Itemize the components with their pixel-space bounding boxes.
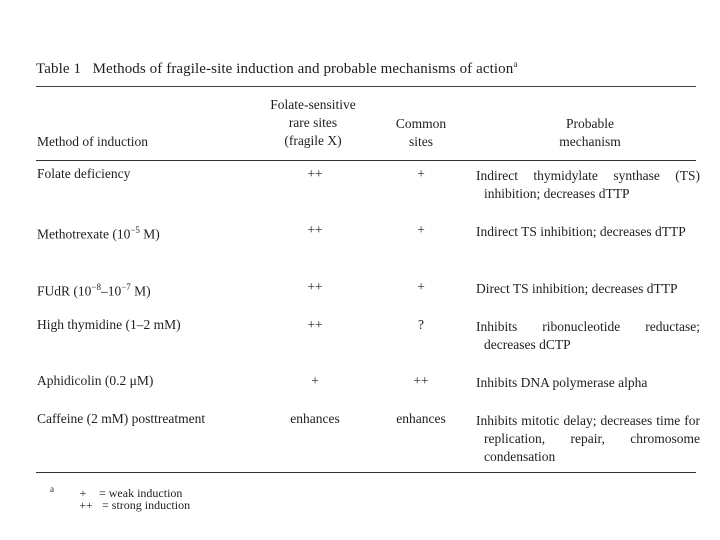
row-1-folate: ++: [307, 166, 323, 181]
row-6-folate: enhances: [290, 411, 340, 426]
row-3-mechanism: Direct TS inhibition; decreases dTTP: [476, 281, 678, 296]
row-3-common: +: [417, 279, 425, 294]
row-1-mechanism: Indirect thymidylate synthase (TS) inhibition; decreases dTTP: [476, 168, 700, 201]
header-mechanism: Probable mechanism: [559, 116, 621, 149]
row-4-folate: ++: [307, 317, 323, 332]
caption-text: Methods of fragile-site induction and probable mechanisms of action: [92, 61, 514, 77]
table-caption: [36, 59, 518, 78]
row-6-common: enhances: [396, 411, 446, 426]
row-1-method: Folate deficiency: [37, 166, 131, 181]
header-folate-sensitive: Folate-sensitive rare sites (fragile X): [270, 97, 356, 148]
caption-footnote-marker: a: [513, 59, 518, 69]
row-2-common: +: [417, 222, 425, 237]
row-6-method: Caffeine (2 mM) posttreatment: [37, 411, 206, 426]
row-1-common: +: [417, 166, 425, 181]
row-2-method: Methotrexate ($10^{-5}$ M): [37, 225, 160, 242]
header-common-sites: Common sites: [395, 116, 447, 149]
row-3-folate: ++: [307, 279, 323, 294]
bottom-rule: [36, 472, 696, 473]
footnote-strong: [53, 497, 190, 513]
row-6-mechanism: Inhibits mitotic delay; decreases time for replication, repair, chromosome condensation: [476, 413, 700, 464]
row-5-folate: +: [311, 373, 319, 388]
row-5-method: Aphidicolin (0.2 μM): [37, 373, 154, 388]
footnote-text: = weak induction: [99, 486, 183, 500]
row-4-method: High thymidine (1–2 mM): [37, 317, 181, 332]
footnote-marker: a: [50, 484, 54, 494]
row-5-common: ++: [413, 373, 429, 388]
row-5-mechanism: Inhibits DNA polymerase alpha: [476, 375, 648, 390]
row-4-common: ?: [418, 317, 424, 332]
header-rule: [36, 160, 696, 161]
row-2-folate: ++: [307, 222, 323, 237]
footnote-symbol: +: [79, 486, 87, 500]
row-3-method: FUdR ($10^{-8}-10^{-7}$ M): [37, 282, 151, 299]
footnote-text: = strong induction: [102, 498, 191, 512]
top-rule: [36, 86, 696, 87]
footnote-symbol: ++: [79, 498, 93, 512]
row-2-mechanism: Indirect TS inhibition; decreases dTTP: [476, 224, 686, 239]
row-4-mechanism: Inhibits ribonucleotide reductase; decreases dCTP: [476, 319, 700, 352]
table-label: Table 1: [36, 61, 82, 77]
header-method: Method of induction: [37, 134, 148, 149]
